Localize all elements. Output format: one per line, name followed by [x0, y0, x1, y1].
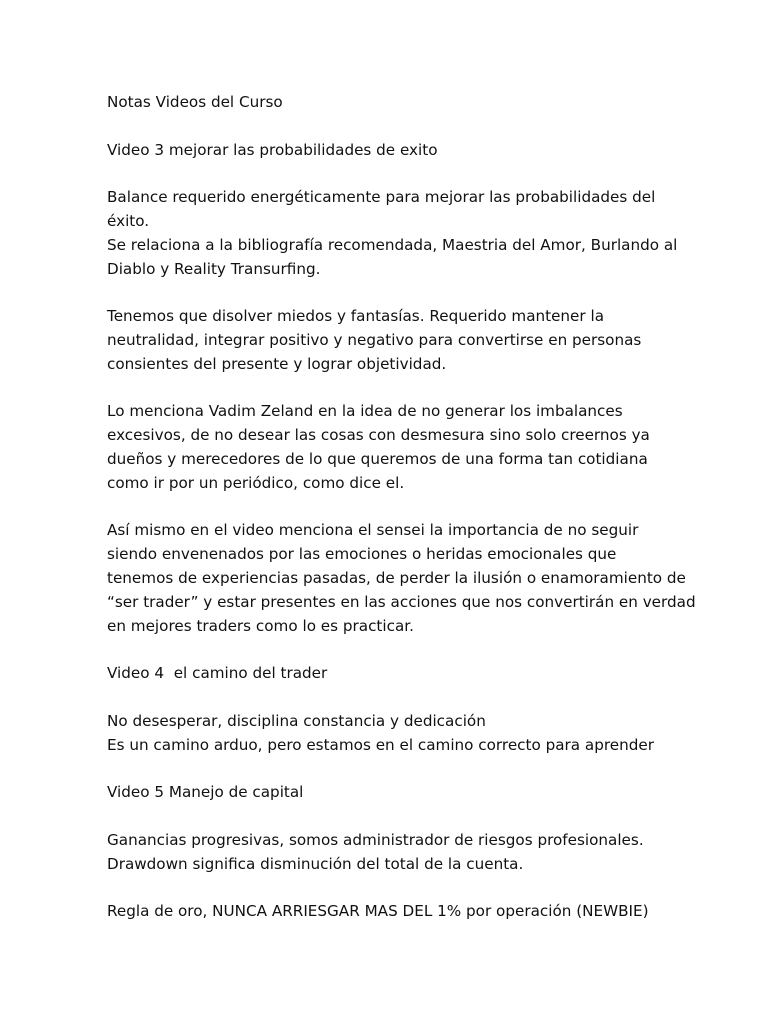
- text-line: Diablo y Reality Transurfing.: [107, 259, 321, 278]
- paragraph: [107, 305, 667, 376]
- spacer: [107, 757, 667, 781]
- document-title: Notas Videos del Curso: [107, 93, 283, 111]
- text-line: como ir por un periódico, como dice el.: [107, 473, 405, 492]
- text-line: No desesperar, disciplina constancia y dedicación: [107, 711, 486, 730]
- text-line: consientes del presente y lograr objetividad.: [107, 354, 447, 373]
- text-line: en mejores traders como lo es practicar.: [107, 616, 414, 635]
- spacer: [107, 686, 667, 710]
- text-line: tenemos de experiencias pasadas, de perder la ilusión o enamoramiento de: [107, 568, 686, 587]
- spacer: [107, 805, 667, 829]
- spacer: [107, 876, 667, 900]
- text-line: Tenemos que disolver miedos y fantasías. Requerido mantener la: [107, 307, 604, 326]
- text-line: Es un camino arduo, pero estamos en el camino correcto para aprender: [107, 735, 654, 754]
- spacer: [107, 638, 667, 662]
- spacer: [107, 162, 667, 186]
- paragraph: [107, 829, 667, 877]
- section-heading-video-3: Video 3 mejorar las probabilidades de exito: [107, 140, 438, 159]
- section-heading-video-4: Video 4 el camino del trader: [107, 664, 328, 683]
- spacer: [107, 281, 667, 305]
- text-line: Ganancias progresivas, somos administrador de riesgos profesionales.: [107, 830, 644, 849]
- text-line: Se relaciona a la bibliografía recomendada, Maestria del Amor, Burlando al: [107, 235, 678, 254]
- paragraph: [107, 710, 667, 758]
- spacer: [107, 377, 667, 401]
- text-line: neutralidad, integrar positivo y negativo para convertirse en personas: [107, 330, 642, 349]
- spacer: [107, 496, 667, 520]
- text-line: excesivos, de no desear las cosas con desmesura sino solo creernos ya: [107, 426, 650, 445]
- section-heading-video-5: Video 5 Manejo de capital: [107, 783, 304, 802]
- text-line: éxito.: [107, 211, 150, 230]
- paragraph: [107, 900, 667, 924]
- spacer: [107, 115, 667, 139]
- text-line: Balance requerido energéticamente para mejorar las probabilidades del: [107, 188, 656, 207]
- document-body: [107, 91, 696, 924]
- paragraph: [107, 519, 696, 638]
- paragraph: [107, 186, 678, 281]
- paragraph: [107, 400, 667, 495]
- text-line: Así mismo en el video menciona el sensei la importancia de no seguir: [107, 521, 639, 540]
- text-line: siendo envenenados por las emociones o heridas emocionales que: [107, 545, 617, 564]
- text-line: Lo menciona Vadim Zeland en la idea de no generar los imbalances: [107, 402, 623, 421]
- text-line: dueños y merecedores de lo que queremos de una forma tan cotidiana: [107, 449, 648, 468]
- text-line: Regla de oro, NUNCA ARRIESGAR MAS DEL 1% por operación (NEWBIE): [107, 902, 649, 921]
- text-line: Drawdown significa disminución del total de la cuenta.: [107, 854, 524, 873]
- text-line: “ser trader” y estar presentes en las acciones que nos convertirán en verdad: [107, 592, 696, 611]
